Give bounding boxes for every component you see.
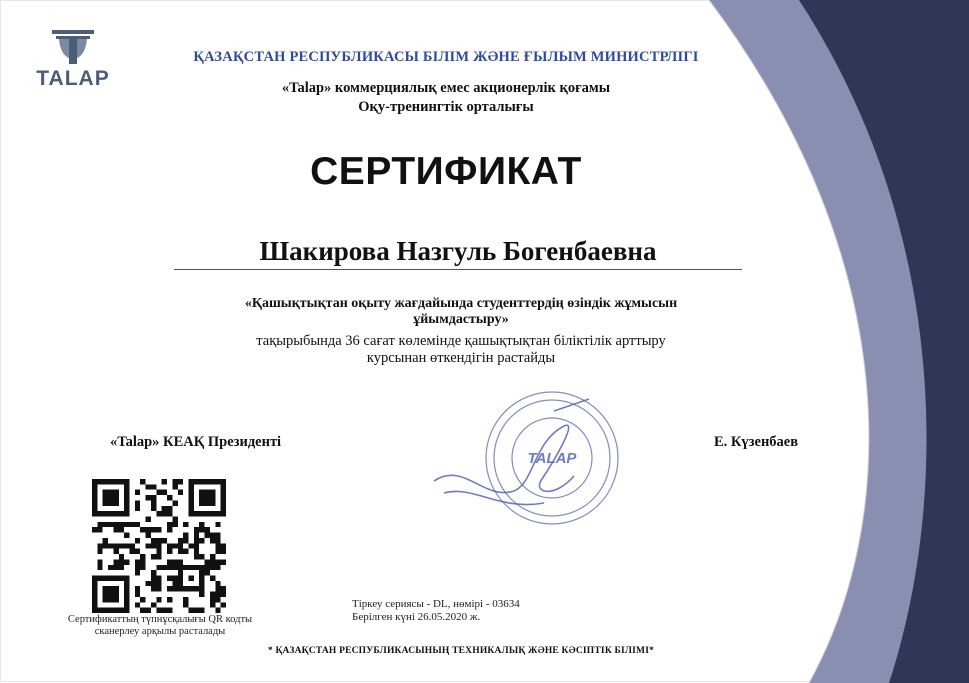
course-topic xyxy=(196,296,726,328)
name-underline xyxy=(174,269,742,270)
talap-pillar-logo-icon xyxy=(50,28,96,66)
issue-date: Берілген күні 26.05.2020 ж. xyxy=(352,611,481,623)
description-line-2: курсынан өткендігін растайды xyxy=(366,350,556,366)
course-description xyxy=(196,333,726,367)
qr-caption xyxy=(55,614,265,638)
training-center-name: Оқу-тренингтік орталығы xyxy=(358,99,534,115)
organization-name: «Talap» коммерциялық емес акционерлік қоғамы xyxy=(281,80,611,96)
topic-line-2: ұйымдастыру» xyxy=(413,312,509,327)
qr-caption-line-2: сканерлеу арқылы расталады xyxy=(94,626,226,637)
certificate-title: СЕРТИФИКАТ xyxy=(310,150,582,193)
ministry-heading: ҚАЗАҚСТАН РЕСПУБЛИКАСЫ БІЛІМ ЖӘНЕ ҒЫЛЫМ МИНИСТРЛІГІ xyxy=(193,49,699,65)
footer-note: * ҚАЗАҚСТАН РЕСПУБЛИКАСЫНЫҢ ТЕХНИКАЛЫҚ ЖӘНЕ КӘСІПТІК БІЛІМІ* xyxy=(267,646,655,656)
stamp-text: TALAP xyxy=(527,450,577,467)
logo-tagline xyxy=(28,91,118,96)
qr-caption-line-1: Сертификаттың түпнұсқалығы QR кодты xyxy=(67,614,253,625)
signatory-position: «Talap» КЕАҚ Президенті xyxy=(110,434,282,450)
recipient-name: Шакирова Назгуль Богенбаевна xyxy=(259,236,657,266)
description-line-1: тақырыбында 36 сағат көлемінде қашықтықтан біліктілік арттыру xyxy=(256,333,666,349)
registration-info xyxy=(352,598,592,624)
topic-line-1: «Қашықтықтан оқыту жағдайында студенттердің өзіндік жұмысын xyxy=(244,296,678,311)
talap-logo xyxy=(28,28,118,108)
signatory-name: Е. Күзенбаев xyxy=(714,434,799,450)
official-stamp xyxy=(404,381,644,541)
logo-wordmark: TALAP xyxy=(36,67,110,90)
registration-series: Тіркеу сериясы - DL, нөмірі - 03634 xyxy=(352,598,520,610)
verification-qr-code xyxy=(92,479,226,613)
